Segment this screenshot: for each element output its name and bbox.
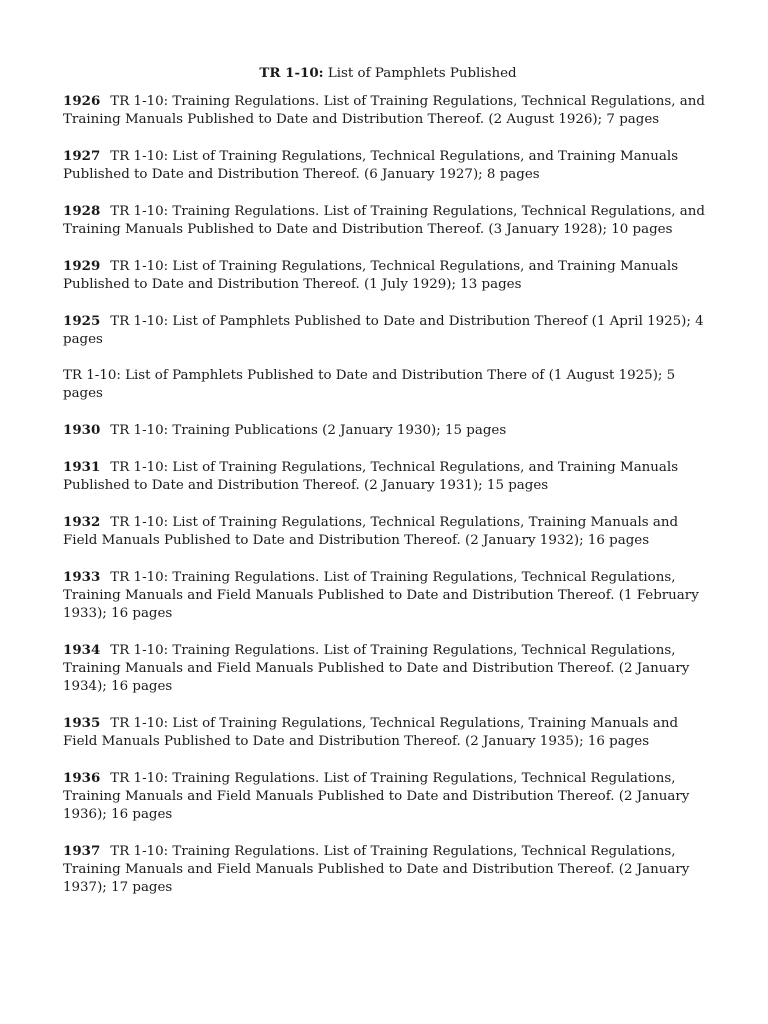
document-page	[63, 64, 713, 915]
entry-text: TR 1-10: Training Regulations. List of Training Regulations, Technical Regulations, and Training Manuals Published to Date and Distribution Thereof. (3 January 1928); 10 pages	[63, 204, 705, 237]
publication-entry	[63, 312, 713, 349]
publication-entry	[63, 513, 713, 550]
document-title-rest: List of Pamphlets Published	[327, 66, 517, 81]
entry-year: 1927	[63, 148, 101, 164]
entry-year: 1932	[63, 514, 101, 530]
entry-text: TR 1-10: List of Training Regulations, Technical Regulations, and Training Manuals Published to Date and Distribution Thereof. (2 January 1931); 15 pages	[63, 460, 679, 493]
publication-entry	[63, 367, 713, 403]
entry-year: 1934	[63, 642, 101, 658]
publication-entry	[63, 842, 713, 897]
entry-year: 1937	[63, 843, 101, 859]
publication-entry	[63, 202, 713, 239]
entry-text: TR 1-10: List of Training Regulations, Technical Regulations, and Training Manuals Published to Date and Distribution Thereof. (1 July 1929); 13 pages	[63, 259, 679, 292]
publication-entry	[63, 714, 713, 751]
entry-year: 1936	[63, 770, 101, 786]
publication-entry	[63, 147, 713, 184]
publication-entry	[63, 92, 713, 129]
entry-text: TR 1-10: Training Regulations. List of Training Regulations, Technical Regulations, Training Manuals and Field Manuals Published to Date and Distribution Thereof. (2 January 1934); 16 pages	[63, 643, 690, 694]
document-title	[63, 64, 713, 83]
publication-entry	[63, 257, 713, 294]
entry-year: 1933	[63, 569, 101, 585]
publication-entry	[63, 421, 713, 440]
entry-year: 1928	[63, 203, 101, 219]
entry-text: TR 1-10: Training Regulations. List of Training Regulations, Technical Regulations, and Training Manuals Published to Date and Distribution Thereof. (2 August 1926); 7 pages	[63, 94, 705, 127]
entry-text: TR 1-10: List of Training Regulations, Technical Regulations, and Training Manuals Published to Date and Distribution Thereof. (6 January 1927); 8 pages	[63, 149, 679, 182]
entry-text: TR 1-10: List of Pamphlets Published to Date and Distribution There of (1 August 1925); 5 pages	[63, 368, 676, 401]
entry-text: TR 1-10: List of Training Regulations, Technical Regulations, Training Manuals and Field Manuals Published to Date and Distribution Thereof. (2 January 1935); 16 pages	[63, 716, 679, 749]
entry-text: TR 1-10: List of Pamphlets Published to Date and Distribution Thereof (1 April 1925); 4 pages	[63, 314, 704, 347]
publication-entry	[63, 641, 713, 696]
entry-text: TR 1-10: List of Training Regulations, Technical Regulations, Training Manuals and Field Manuals Published to Date and Distribution Thereof. (2 January 1932); 16 pages	[63, 515, 679, 548]
entry-text: TR 1-10: Training Publications (2 January 1930); 15 pages	[110, 423, 507, 438]
entry-text: TR 1-10: Training Regulations. List of Training Regulations, Technical Regulations, Training Manuals and Field Manuals Published to Date and Distribution Thereof. (2 January 1937); 17 pages	[63, 844, 690, 895]
entry-text: TR 1-10: Training Regulations. List of Training Regulations, Technical Regulations, Training Manuals and Field Manuals Published to Date and Distribution Thereof. (2 January 1936); 16 pages	[63, 771, 690, 822]
document-title-bold: TR 1-10:	[259, 65, 324, 81]
entry-year: 1926	[63, 93, 101, 109]
entry-text: TR 1-10: Training Regulations. List of Training Regulations, Technical Regulations, Training Manuals and Field Manuals Published to Date and Distribution Thereof. (1 February 1933); 16 pages	[63, 570, 699, 621]
publication-entry	[63, 458, 713, 495]
publication-entry	[63, 568, 713, 623]
entry-year: 1931	[63, 459, 101, 475]
entry-year: 1925	[63, 313, 101, 329]
entry-year: 1935	[63, 715, 101, 731]
entry-year: 1929	[63, 258, 101, 274]
publication-entry	[63, 769, 713, 824]
entry-year: 1930	[63, 422, 101, 438]
